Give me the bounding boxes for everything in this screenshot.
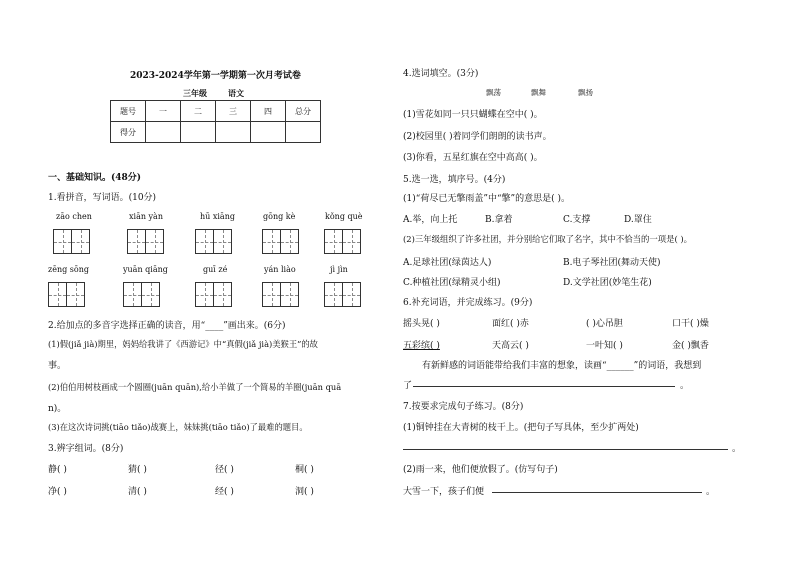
pinyin-label: kǒng què — [325, 212, 363, 221]
writing-grid[interactable] — [127, 229, 164, 254]
q6-item: 金( )飘香 — [672, 341, 709, 351]
q4-item: (1)雪花如同一只只蝴蝶在空中( )。 — [403, 110, 543, 120]
q7-title: 7.按要求完成句子练习。(8分) — [403, 402, 524, 412]
q3-title: 3.辨字组词。(8分) — [48, 444, 124, 454]
q3-item: 清( ) — [128, 487, 147, 497]
score-row-label: 得分 — [111, 122, 146, 143]
q7-answer-suffix: 。 — [732, 444, 742, 454]
q5-item: (1)“荷尽已无擎雨盖”中“擎”的意思是( )。 — [403, 194, 571, 204]
pinyin-label: guī zé — [203, 265, 228, 274]
q5-option: C.种植社团(绿精灵小组) — [403, 278, 501, 288]
score-input-cell[interactable] — [181, 122, 216, 143]
pinyin-label: xiān yàn — [129, 212, 163, 221]
q3-item: 桐( ) — [295, 465, 314, 475]
q3-item: 经( ) — [215, 487, 234, 497]
q5-option: D.文学社团(妙笔生花) — [563, 278, 652, 288]
q3-item: 净( ) — [48, 487, 67, 497]
q4-item: (3)你看，五星红旗在空中高高( )。 — [403, 153, 543, 163]
q6-prompt: 有新鲜感的词语能带给我们丰富的想象，读画“______”的词语，我想到 — [422, 361, 702, 371]
q6-item: 五彩缤( ) — [403, 341, 440, 351]
pinyin-label: jì jìn — [330, 265, 348, 274]
q7-answer-prefix: 大雪一下，孩子们便 — [403, 487, 485, 497]
score-input-cell[interactable] — [216, 122, 251, 143]
answer-line[interactable] — [403, 449, 728, 450]
subject-label: 语文 — [228, 88, 244, 98]
writing-grid[interactable] — [262, 282, 299, 307]
q5-item: (2)三年级组织了许多社团，并分别给它们取了名字，其中不恰当的一项是( )。 — [403, 234, 693, 244]
q6-item: ( )心吊胆 — [586, 319, 623, 329]
pinyin-label: yán liào — [264, 265, 296, 274]
q2-item-cont: n)。 — [48, 404, 67, 414]
writing-grid[interactable] — [53, 229, 90, 254]
q5-option: D.罩住 — [624, 215, 652, 225]
q6-item: 天高云( ) — [492, 341, 529, 351]
section1-title: 一、基础知识。(48分) — [48, 173, 142, 183]
q6-item: 一叶知( ) — [586, 341, 623, 351]
q6-answer-prefix: 了 — [403, 381, 413, 391]
q5-option: B.电子琴社团(舞动天使) — [563, 258, 661, 268]
q5-option: B.拿着 — [485, 215, 513, 225]
score-input-cell[interactable] — [146, 122, 181, 143]
q5-option: A.足球社团(绿茵达人) — [403, 258, 492, 268]
score-header-cell: 四 — [251, 101, 286, 122]
q4-item: (2)校园里( )着同学们朗朗的读书声。 — [403, 132, 552, 142]
score-header-cell: 一 — [146, 101, 181, 122]
answer-line[interactable] — [413, 386, 675, 387]
answer-line[interactable] — [492, 492, 702, 493]
q4-option: 飘扬 — [578, 88, 593, 97]
q6-title: 6.补充词语，并完成练习。(9分) — [403, 298, 533, 308]
q4-option: 飘荡 — [486, 88, 501, 97]
writing-grid[interactable] — [262, 229, 299, 254]
q3-item: 径( ) — [215, 465, 234, 475]
q3-item: 静( ) — [48, 465, 67, 475]
q4-title: 4.选词填空。(3分) — [403, 69, 479, 79]
pinyin-label: zēng sōng — [48, 265, 89, 274]
q6-item: 摇头晃( ) — [403, 319, 440, 329]
writing-grid[interactable] — [123, 282, 160, 307]
writing-grid[interactable] — [324, 282, 361, 307]
q1-title: 1.看拼音，写词语。(10分) — [48, 193, 157, 203]
score-input-cell[interactable] — [286, 122, 321, 143]
score-header-cell: 三 — [216, 101, 251, 122]
writing-grid[interactable] — [324, 229, 361, 254]
q4-option: 飘舞 — [531, 88, 546, 97]
q5-title: 5.选一选，填序号。(4分) — [403, 175, 506, 185]
q3-item: 猜( ) — [128, 465, 147, 475]
q5-option: C.支撑 — [563, 215, 591, 225]
q2-item: (3)在这次诗词挑(tiāo tiǎo)战赛上，妹妹挑(tiāo tiǎo)了最难的题目。 — [48, 422, 308, 432]
pinyin-label: gōng kè — [263, 212, 296, 221]
q7-answer-suffix: 。 — [706, 487, 716, 497]
writing-grid[interactable] — [48, 282, 85, 307]
score-table — [110, 100, 321, 143]
q7-item: (1)铜钟挂在大青树的枝干上。(把句子写具体，至少扩两处) — [403, 423, 639, 433]
score-header-cell: 二 — [181, 101, 216, 122]
writing-grid[interactable] — [195, 282, 232, 307]
q6-answer-suffix: 。 — [680, 381, 690, 391]
writing-grid[interactable] — [195, 229, 232, 254]
q6-item: 面红( )赤 — [492, 319, 529, 329]
q3-item: 洞( ) — [295, 487, 314, 497]
grade-label: 三年级 — [183, 88, 207, 98]
q6-item: 口干( )燥 — [672, 319, 709, 329]
score-input-cell[interactable] — [251, 122, 286, 143]
pinyin-label: yuān qiāng — [123, 265, 168, 274]
q2-item-cont: 事。 — [48, 361, 67, 371]
pinyin-label: zāo chen — [56, 212, 92, 221]
q5-option: A.举，向上托 — [403, 215, 458, 225]
score-header-cell: 总分 — [286, 101, 321, 122]
q2-item: (1)假(jiǎ jià)期里，妈妈给我讲了《西游记》中“真假(jiǎ jià)美猴王”的故 — [48, 339, 318, 349]
exam-title: 2023-2024学年第一学期第一次月考试卷 — [130, 71, 301, 81]
q2-item: (2)伯伯用树枝画成一个圆圈(juān quān),给小羊做了一个简易的羊圈(juān quā — [48, 382, 342, 392]
q7-item: (2)雨一来，他们便放假了。(仿写句子) — [403, 465, 558, 475]
score-header-cell: 题号 — [111, 101, 146, 122]
pinyin-label: hū xiāng — [200, 212, 235, 221]
q2-title: 2.给加点的多音字选择正确的读音，用“____”画出来。(6分) — [48, 321, 286, 331]
